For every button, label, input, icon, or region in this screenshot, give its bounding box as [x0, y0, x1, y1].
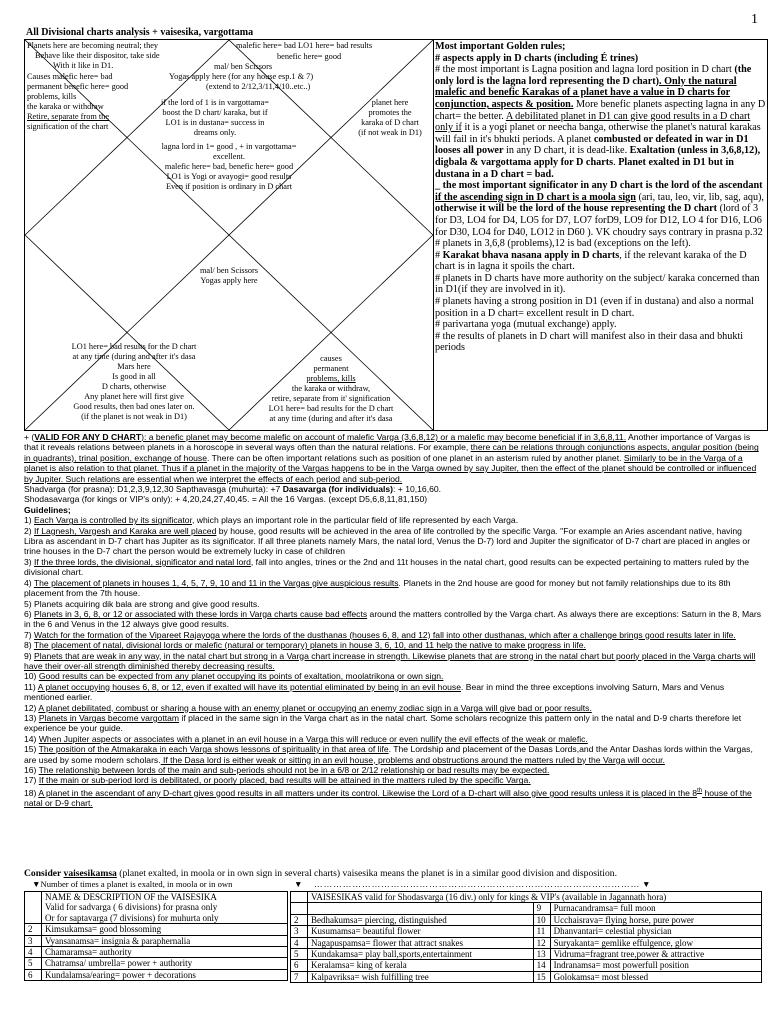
intro-paragraph: + (VALID FOR ANY D CHART): a benefic planet may become malefic on account of malefic Varga (3,6,8,12) or a malefic may become beneficial if in 3,6,8,11. Another importance of Vargas is that it reveals relations between planets in a horoscope in several ways often than the natural relations. For example, there can be relations through conjunctions aspects, angular position (being in quadrants), trinal position, exchange of house. There can be often important relations such as position of one planet in an asterism ruled by another planet. Similarly to be in the Varga of a planet is also relation to that planet. Thus if a planet in the majority of the Vargas happens to be in the Varga owned by say Jupiter, then the effect of the planet should be controlled or influenced by Jupiter. Such relations are essential when we interpret the effects of each period and sub-period. [24, 432, 759, 484]
guideline-10: 10) Good results can be expected from any planet occupying its points of exaltation, moolatrikona or own sign. [24, 671, 444, 682]
rules-paragraph-3: # planets in 3,6,8 (problems),12 is bad (exceptions on the left). [435, 238, 691, 250]
table-row: 6 Kundalamsa/earing= power + decorations [25, 969, 288, 980]
chart-bottom-left: LO1 here= bad results for the D chart at any time (during and after it's dasa Mars here Is good in all D charts, otherwise Any planet here will first give Good results, then bad ones later on. (if the planet is not weak in D1) [71, 342, 197, 421]
guideline-13: 13) Planets in Vargas become vargottam if placed in the same sign in the Varga chart as in the natal chart. Some scholars recognize this pattern only in the natal and D-9 charts therefore let experience be your guide. [24, 712, 742, 734]
chart-center: lagna lord in 1= good , + in vargottama= excellent. malefic here= bad, benefic here= good LO1 is Yogi or avayogi= good results Even if position is ordinary in D chart [161, 142, 297, 191]
rules-paragraph-7: # parivartana yoga (mutual exchange) apply. [435, 319, 617, 331]
chart-mid-scissors: mal/ ben Scissors Yogas apply here [199, 266, 259, 285]
guidelines-section [24, 432, 762, 808]
page-number: 1 [751, 12, 758, 27]
table-row: 7 Kalpavriksa= wish fulfilling tree 15 Golokamsa= most blessed [291, 971, 762, 982]
table-row: 2 Kimsukamsa= good blossoming [25, 924, 288, 935]
chart-top-left-text: Planets here are becoming neutral; they Behave like their dispositor, take side With it like in D1. [27, 41, 160, 70]
rules-paragraph-6: # planets having a strong position in D1 (even if in dustana) and also a normal position in a D chart= excellent result in D chart. [435, 296, 754, 319]
guideline-4: 4) The placement of planets in houses 1, 4, 5, 7, 9, 10 and 11 in the Vargas give auspicious results. Planets in the 2nd house are good for money but not family relationships due to its 8th placement from the 7th house. [24, 577, 731, 599]
table1-header-sadvarga: Valid for sadvarga ( 6 divisions) for prasna only [45, 902, 218, 913]
golden-rules [435, 41, 767, 354]
guideline-1: 1) Each Varga is controlled by its significator, which plays an important role in the particular field of life represented by each Varga. [24, 515, 519, 526]
table-row: 2 Bedhakumsa= piercing, distinguished 10 Ucchaisrava= flying horse, pure power [291, 914, 762, 925]
rules-paragraph-8: # the results of planets in D chart will manifest also in their dasa and bhukti periods [435, 330, 744, 354]
rules-heading: Most important Golden rules; [435, 41, 566, 52]
table-row: 3 Kusumamsa= beautiful flower 11 Dhanvantari= celestial physician [291, 926, 762, 937]
guideline-3: 3) If the three lords, the divisional, significator and natal lord, fall into angles, trines or the 2nd and 11t houses in the natal chart, good results can be expected pertaining to matters ruled by the divisional chart. [24, 556, 750, 578]
table-row: 4 Nagapuspamsa= flower that attract snakes 12 Suryakanta= gemlike effulgence, glow [291, 937, 762, 948]
table-row: 5 Kundakamsa= play ball,sports,entertainment 13 Vidruma=fragrant tree,power & attractive [291, 949, 762, 960]
guideline-7: 7) Watch for the formation of the Vipareet Rajayoga where the lords of the dusthanas (houses 6, 8, and 12) fall into other dusthanas, which after a challenge brings good results later in life. [24, 629, 736, 640]
chart-extend: (extend to 2/12,3/11,4/10..etc..) [206, 82, 311, 91]
dotted-leader: ………………………………………………………………………………………… [314, 879, 641, 889]
chart-bottom-right: causes permanent problems, kills the karaka or withdraw, retire, separate from it' signification LO1 here= bad results for the D chart at any time (during and after it's dasa [268, 354, 394, 423]
guideline-12: 12) A planet debilitated, combust or sharing a house with an enemy planet or occupying an enemy zodiac sign in a Varga will give bad or poor results. [24, 702, 592, 713]
guideline-8: 8) The placement of natal, divisional lords or malefic (natural or temporary) planets in house 3, 6, 10, and 11 help the native to make progress in life. [24, 640, 586, 651]
table1-header-title: NAME & DESCRIPTION OF the VAISESIKA [45, 892, 217, 902]
number-times-line: ▼Number of times a planet is exalted, in moola or in own ▼ ………………………………………………………………………………………… ▼ [32, 879, 651, 889]
house-chart [25, 40, 434, 430]
vaisesika-table-sadvarga [24, 891, 288, 981]
guideline-5: 5) Planets acquiring dik bala are strong and give good results. [24, 598, 260, 609]
guideline-6: 6) Planets in 3, 6, 8, or 12 or associated with these lords in Varga charts cause bad effects around the matters controlled by the Varga chart. As always there are exceptions: Saturn in the 8, Mars in the 6 and Venus in the 12 always give good results. [24, 608, 762, 630]
rules-paragraph-4: # Karakat bhava nasana apply in D charts, if the relevant karaka of the D chart is in lagna it spoils the chart. [435, 249, 747, 273]
shodasavarga-line: Shodasavarga (for kings or VIP's only): + 4,20,24,27,40,45. = All the 16 Vargas. (except D5,6,8,11,81,150) [24, 494, 428, 505]
rules-paragraph-1: # the most important is Lagna position and lagna lord position in D chart (the only lord is the lagna lord representing the D chart). Only the natural malefic and benefic Karakas of a planet have a value in D charts for conjunction, aspects & position. More benefic planets aspecting lagna in any D chart= the better. A debilitated planet in D1 can give good results in a D chart only if it is a yogi planet or neecha banga, otherwise the planet's natural karakas will fail in it's bhukti periods. A planet combusted or defeated in war in D1 looses all power in any D chart, it is dead-like. Exaltation (unless in 3,6,8,12), digbala & vargottama apply for D charts. Planet exalted in D1 but in dustana in a D chart = bad. [435, 64, 766, 180]
table-row: 5 Chatramsa/ umbrella= power + authority [25, 958, 288, 969]
table-row: 6 Keralamsa= king of kerala 14 Indranamsa= most powerfull position [291, 960, 762, 971]
guideline-17: 17) If the main or sub-period lord is debilitated, or poorly placed, bad results will be attained in the matters ruled by the specific Varga. [24, 775, 531, 786]
rules-aspects: # aspects apply in D charts (including É trines) [435, 52, 639, 64]
table2-header: VAISESIKAS valid for Shodasvarga (16 div.) only for kings & VIP's (available in Jagannath hora) [308, 892, 762, 903]
guidelines-heading: Guidelines; [24, 504, 71, 515]
arrow-mid: ▼ [294, 879, 303, 889]
guideline-16: 16) The relationship between lords of the main and sub-periods should not be in a 6/8 or 2/12 relationship or bad results may be expected. [24, 765, 550, 775]
chart-left-causes: Causes malefic here= bad permanent benefic here= good problems, kills the karaka or withdraw Retire, separate from the signification of the chart [27, 72, 129, 131]
table-row: 3 Vyansanamsa= insignia & paraphernalia [25, 935, 288, 946]
guideline-14: 14) When Jupiter aspects or associates with a planet in an evil house in a Varga this will reduce or even nullify the evil effects of the weak or malefic. [24, 733, 588, 744]
vaisesika-table-shodasvarga [290, 891, 762, 983]
rules-paragraph-2: _ the most important significator in any D chart is the lord of the ascendant if the ascending sign in D chart is a moola sign (ari, tau, leo, vir, lib, sag, aqu), otherwise it will be the lord of the house representing the D chart (lord of 3 for D3, LO4 for D4, LO5 for D7, LO7 forD9, LO9 for D12, LO 4 for D16, LO6 for D30, LO4 for D40, LO12 in D60 ). VK choudry says contrary in prasna p.32 [435, 180, 764, 238]
guideline-2: 2) If Lagnesh, Vargesh and Karaka are well placed by house, good results will be achieved in the area of life controlled by the specific Varga. "For example an Aries ascendant native, having Libra as ascendant in D-7 chart has Jupiter as its significator. If all three planets namely Mars, the natal lord, Venus the D-7) lord and Jupiter the significator of D-7 chart are placed in angles or trine houses in the D-7 chart the person would be extremely lucky in case of children [24, 525, 751, 557]
chart-and-rules-frame [24, 39, 768, 431]
document-title: All Divisional charts analysis + vaisesika, vargottama [26, 27, 254, 38]
table1-header-saptavarga: Or for saptavarga (7 divisions) for muhurta only [45, 912, 219, 923]
table-row [25, 892, 288, 924]
table-row: 4 Chamaramsa= authority [25, 947, 288, 958]
guideline-9: 9) Planets that are weak in any way, in the natal chart but strong in a Varga chart increase in strength. Likewise planets that are strong in the natal chart but poorly placed in the Varga charts will have their over-all strength diminished thereby decreasing results. [24, 650, 756, 671]
chart-benefic-good: benefic here= good [277, 52, 342, 61]
chart-right-mid: planet here promotes the karaka of D chart (if not weak in D1) [358, 98, 422, 137]
arrow-right: ▼ [642, 879, 651, 889]
vaisesikamsa-intro [24, 868, 762, 890]
table-row [291, 892, 762, 903]
table-row: 9 Purnacandramsa= full moon [291, 903, 762, 914]
chart-scissors-top: mal/ ben Scissors [214, 62, 273, 71]
shadvarga-line: Shadvarga (for prasna): D1,2,3,9,12,30 Sapthavasga (muhurta): +7 Dasavarga (for individuals): + 10,16,60. [24, 484, 442, 495]
guideline-18: 18) A planet in the ascendant of any D-chart gives good results in all matters under its control. Likewise the Lord of a D-chart will also give good results unless it is placed in the 8th house of the natal or D-9 chart. [24, 787, 752, 809]
guideline-15: 15) The position of the Atmakaraka in each Varga shows lessons of spirituality in that area of life. The Lordship and placement of the Dasas Lords,and the Antar Dashas lords within the Vargas, are used by some modern scholars. If the Dasa lord is either weak or sitting in an evil house, problems and obstructions around the matters ruled by the Varga will occur. [24, 744, 753, 765]
chart-top-right-head: malefic here= bad LO1 here= bad results [236, 41, 373, 50]
chart-yogas-top: Yogas apply here (for any house esp.1 & 7) [169, 72, 314, 81]
chart-vargottama: if the lord of 1 is in vargottama= boost the D chart/ karaka, but if LO1 is in dustana= success in dreams only. [161, 98, 269, 137]
rules-paragraph-5: # planets in D charts have more authority on the subject/ karaka concerned than in D1(if they are involved in it). [435, 272, 760, 296]
guideline-11: 11) A planet occupying houses 6, 8, or 12, even if exalted will have its potential eliminated by being in an evil house. Bear in mind the three exceptions involving Saturn, Mars and Venus mentioned earlier. [24, 681, 725, 703]
consider-line: Consider vaisesikamsa (planet exalted, in moola or in own sign in several charts) vaisesika means the planet is in a similar good division and disposition. [24, 868, 617, 879]
